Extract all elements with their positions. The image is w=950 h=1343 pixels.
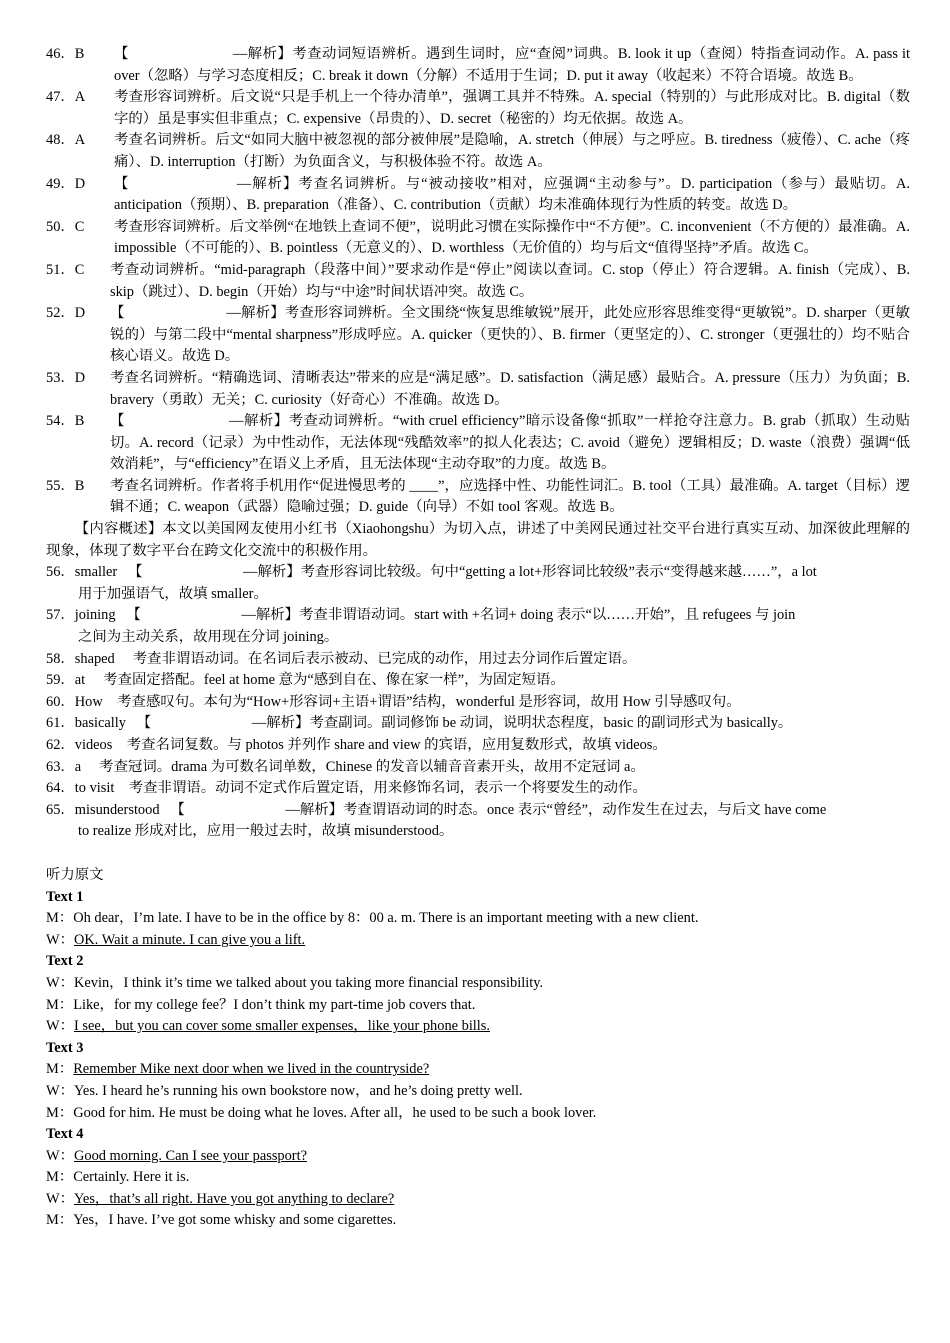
answer-item — [46, 649, 910, 671]
explanation-text: 考查动词辨析。“with cruel efficiency”暗示设备像“抓取”一样抢夺注意力。B. grab（抓取）生动贴切。A. record（记录）为中性动作，无法体现“残酷效率”的拟人化表达；C. avoid（避免）逻辑相反；D. waste（浪费）强调“低效消耗”，与“efficiency”在语义上矛盾，且无法体现“主动夺取”的力度。故选 B。 — [110, 413, 910, 473]
dialogue-line — [46, 995, 910, 1017]
answer-item — [46, 670, 910, 692]
answer-item — [46, 130, 910, 173]
dialogue-line — [46, 1081, 910, 1103]
explanation-text: 考查名词辨析。与“被动接收”相对，应强调“主动参与”。D. participation（参与）最贴切。A. anticipation（预期）、B. preparation（准备）、C. contribution（贡献）均未准确体现行为性质的转变。故选 D。 — [114, 175, 910, 214]
listening-text-1 — [46, 887, 910, 952]
explanation-text: 考查固定搭配。feel at home 意为“感到自在、像在家一样”，为固定短语。 — [103, 672, 565, 689]
answers-56-65 — [46, 562, 910, 843]
answer-item — [46, 757, 910, 779]
listening-text-2 — [46, 951, 910, 1037]
answer-number: 51．C — [46, 261, 85, 278]
explanation-text: 考查名词辨析。后文“如同大脑中被忽视的部分被伸展”是隐喻，A. stretch（伸展）与之呼应。B. tiredness（疲倦）、C. ache（疼痛）、D. interruption（打断）为负面含义，与积极体验不符。故选 A。 — [114, 132, 910, 170]
dialogue-text: Certainly. Here it is. — [73, 1169, 190, 1186]
answer-explanation — [114, 87, 910, 130]
speaker-label: W： — [46, 974, 74, 991]
answer-explanation — [110, 303, 910, 368]
answer-explanation — [114, 130, 910, 173]
explanation-text: 考查冠词。drama 为可数名词单数，Chinese 的发音以辅音音素开头，故用不定冠词 a。 — [99, 758, 645, 775]
answer-item — [46, 735, 910, 757]
explanation-text: 考查非谓语。动词不定式作后置定语，用来修饰名词，表示一个将要发生的动作。 — [128, 780, 647, 797]
answer-number: 64．to visit — [46, 780, 115, 797]
listening-section-title: 听力原文 — [46, 866, 104, 883]
analysis-tag: 【 —解析】 — [110, 413, 289, 430]
answer-explanation — [110, 368, 910, 411]
speaker-label: M： — [46, 1212, 74, 1229]
analysis-tag: 【 —解析】 — [114, 175, 299, 192]
explanation-continuation: 用于加强语气，故填 smaller。 — [78, 585, 268, 602]
answer-number: 46．B — [46, 46, 85, 62]
dialogue-text: Oh dear，I’m late. I have to be in the office by 8：00 a. m. There is an important meeting with a new client. — [73, 910, 699, 927]
explanation-continuation: to realize 形成对比，应用一般过去时，故填 misunderstood。 — [78, 823, 454, 840]
explanation-text: 考查动词短语辨析。遇到生词时，应“查阅”词典。B. look it up（查阅）特指查词动作。A. pass it over（忽略）与学习态度相反；C. break it down（分解）不适用于生词；D. put it away（收起来）不符合语境。故选 B。 — [114, 46, 910, 84]
analysis-tag: 【 —解析】 — [126, 607, 300, 624]
explanation-text: 考查感叹句。本句为“How+形容词+主语+谓语”结构，wonderful 是形容词，故用 How 引导感叹句。 — [117, 693, 741, 710]
analysis-tag: 【 —解析】 — [114, 46, 293, 62]
dialogue-text: Kevin，I think it’s time we talked about you taking more financial responsibility. — [73, 974, 544, 991]
explanation-continuation: 之间为主动关系，故用现在分词 joining。 — [78, 629, 339, 646]
answer-number: 53．D — [46, 369, 86, 386]
speaker-label: W： — [46, 1190, 74, 1207]
answer-explanation — [110, 260, 910, 303]
content-summary: 【内容概述】本文以美国网友使用小红书（Xiaohongshu）为切入点，讲述了中美网民通过社交平台进行真实互动、加深彼此理解的现象，体现了数字平台在跨文化交流中的积极作用。 — [46, 521, 910, 559]
answer-number: 50．C — [46, 218, 85, 235]
dialogue-line — [46, 908, 910, 930]
answer-item — [46, 87, 910, 130]
answer-number: 52．D — [46, 305, 86, 322]
answer-number: 56．smaller — [46, 564, 118, 581]
answers-51-55 — [46, 260, 910, 519]
answer-item — [46, 217, 910, 260]
answer-item — [46, 692, 910, 714]
dialogue-text: Yes. I heard he’s running his own bookstore now，and he’s doing pretty well. — [73, 1082, 523, 1099]
answer-number: 57．joining — [46, 607, 116, 624]
dialogue-line — [46, 973, 910, 995]
answer-item — [46, 303, 910, 368]
speaker-label: W： — [46, 1018, 74, 1035]
analysis-tag: 【 —解析】 — [110, 305, 285, 322]
answer-item — [46, 562, 910, 605]
answer-number: 49．D — [46, 175, 86, 192]
explanation-text: 考查动词辨析。“mid-paragraph（段落中间）”要求动作是“停止”阅读以查词。C. stop（停止）符合逻辑。A. finish（完成）、B. skip（跳过）、D. begin（开始）均与“中途”时间状语冲突。故选 C。 — [110, 261, 910, 300]
answer-item — [46, 368, 910, 411]
speaker-label: W： — [46, 1147, 74, 1164]
dialogue-text: Good for him. He must be doing what he loves. After all，he used to be such a book lover. — [73, 1104, 597, 1121]
answer-number: 60．How — [46, 693, 103, 710]
answer-item — [46, 44, 910, 87]
speaker-label: M： — [46, 1061, 74, 1078]
answer-explanation — [114, 174, 910, 217]
answer-number: 63．a — [46, 758, 82, 775]
answer-number: 61．basically — [46, 715, 126, 732]
answer-number: 47．A — [46, 89, 86, 106]
answer-number: 59．at — [46, 672, 86, 689]
dialogue-line — [46, 1059, 910, 1081]
answer-item — [46, 174, 910, 217]
dialogue-text-underlined: Yes，that’s all right. Have you got anything to declare? — [73, 1190, 395, 1207]
answer-explanation — [114, 44, 910, 87]
listening-text-4 — [46, 1124, 910, 1232]
explanation-text: 考查形容词辨析。后文举例“在地铁上查词不便”，说明此习惯在实际操作中“不方便”。C. inconvenient（不方便的）最准确。A. impossible（不可能的）、B. pointless（无意义的）、D. worthless（无价值的）均与后文“值得坚持”矛盾。故选 C。 — [114, 218, 910, 257]
explanation-text: 考查非谓语动词。在名词后表示被动、已完成的动作，用过去分词作后置定语。 — [132, 650, 637, 667]
explanation-text: 考查谓语动词的时态。once 表示“曾经”，动作发生在过去，与后文 have come — [343, 801, 827, 818]
answer-number: 48．A — [46, 132, 86, 149]
listening-text-3 — [46, 1038, 910, 1124]
text-title: Text 2 — [46, 953, 84, 970]
dialogue-line — [46, 1167, 910, 1189]
analysis-tag: 【 —解析】 — [170, 801, 344, 818]
explanation-text: 考查形容词辨析。全文围绕“恢复思维敏锐”展开，此处应形容思维变得“更敏锐”。D. sharper（更敏锐的）与第二段中“mental sharpness”形成呼应。A. quicker（更快的）、B. firmer（更坚定的）、C. stronger（更强壮的）均不贴合核心语义。故选 D。 — [110, 305, 910, 365]
speaker-label: M： — [46, 1104, 74, 1121]
answer-explanation — [110, 411, 910, 476]
explanation-text: 考查名词辨析。作者将手机用作“促进慢思考的 ____”，应选择中性、功能性词汇。B. tool（工具）最准确。A. target（目标）逻辑不通；C. weapon（武器）隐喻过强；D. guide（向导）不如 tool 客观。故选 B。 — [110, 477, 910, 516]
analysis-tag: 【 —解析】 — [136, 715, 310, 732]
text-title: Text 4 — [46, 1126, 84, 1143]
answer-number: 58．shaped — [46, 650, 115, 667]
answer-number: 54．B — [46, 413, 85, 430]
answer-item — [46, 260, 910, 303]
explanation-text: 考查非谓语动词。start with +名词+ doing 表示“以……开始”，且 refugees 与 join — [299, 607, 796, 624]
text-title: Text 1 — [46, 888, 84, 905]
dialogue-line — [46, 1103, 910, 1125]
dialogue-text: Like，for my college fee？I don’t think my part-time job covers that. — [73, 996, 476, 1013]
analysis-tag: 【 —解析】 — [127, 564, 301, 581]
dialogue-text: Yes，I have. I’ve got some whisky and some cigarettes. — [73, 1212, 397, 1229]
answer-item — [46, 800, 910, 843]
dialogue-text-underlined: Good morning. Can I see your passport? — [73, 1147, 307, 1164]
dialogue-text-underlined: I see，but you can cover some smaller expenses，like your phone bills. — [73, 1018, 491, 1035]
explanation-text: 考查形容词辨析。后文说“只是手机上一个待办清单”，强调工具并不特殊。A. special（特别的）与此形成对比。B. digital（数字的）虽是事实但非重点；C. expensive（昂贵的）、D. secret（秘密的）均无依据。故选 A。 — [114, 89, 910, 127]
dialogue-text-underlined: OK. Wait a minute. I can give you a lift. — [73, 931, 306, 948]
dialogue-line — [46, 930, 910, 952]
answer-item — [46, 778, 910, 800]
answer-explanation — [110, 476, 910, 519]
dialogue-line — [46, 1189, 910, 1211]
dialogue-text-underlined: Remember Mike next door when we lived in the countryside? — [73, 1061, 430, 1078]
answer-number: 65．misunderstood — [46, 801, 160, 818]
answer-number: 55．B — [46, 477, 85, 494]
dialogue-line — [46, 1210, 910, 1232]
explanation-text: 考查名词辨析。“精确选词、清晰表达”带来的应是“满足感”。D. satisfaction（满足感）最贴合。A. pressure（压力）为负面；B. bravery（勇敢）无关；C. curiosity（好奇心）不准确。故选 D。 — [110, 369, 910, 408]
answer-item — [46, 605, 910, 648]
speaker-label: M： — [46, 910, 74, 927]
answer-item — [46, 713, 910, 735]
explanation-text: 考查形容词比较级。句中“getting a lot+形容词比较级”表示“变得越来越……”，a lot — [300, 564, 817, 581]
answer-explanation — [114, 217, 910, 260]
dialogue-line — [46, 1016, 910, 1038]
dialogue-line — [46, 1146, 910, 1168]
speaker-label: M： — [46, 1169, 74, 1186]
speaker-label: M： — [46, 996, 74, 1013]
speaker-label: W： — [46, 931, 74, 948]
answers-46-50 — [46, 44, 910, 260]
explanation-text: 考查名词复数。与 photos 并列作 share and view 的宾语，应用复数形式，故填 videos。 — [126, 737, 667, 753]
answer-item — [46, 411, 910, 476]
explanation-text: 考查副词。副词修饰 be 动词，说明状态程度，basic 的副词形式为 basically。 — [309, 715, 793, 732]
answer-number: 62．videos — [46, 737, 113, 753]
speaker-label: W： — [46, 1082, 74, 1099]
answer-item — [46, 476, 910, 519]
text-title: Text 3 — [46, 1039, 84, 1056]
